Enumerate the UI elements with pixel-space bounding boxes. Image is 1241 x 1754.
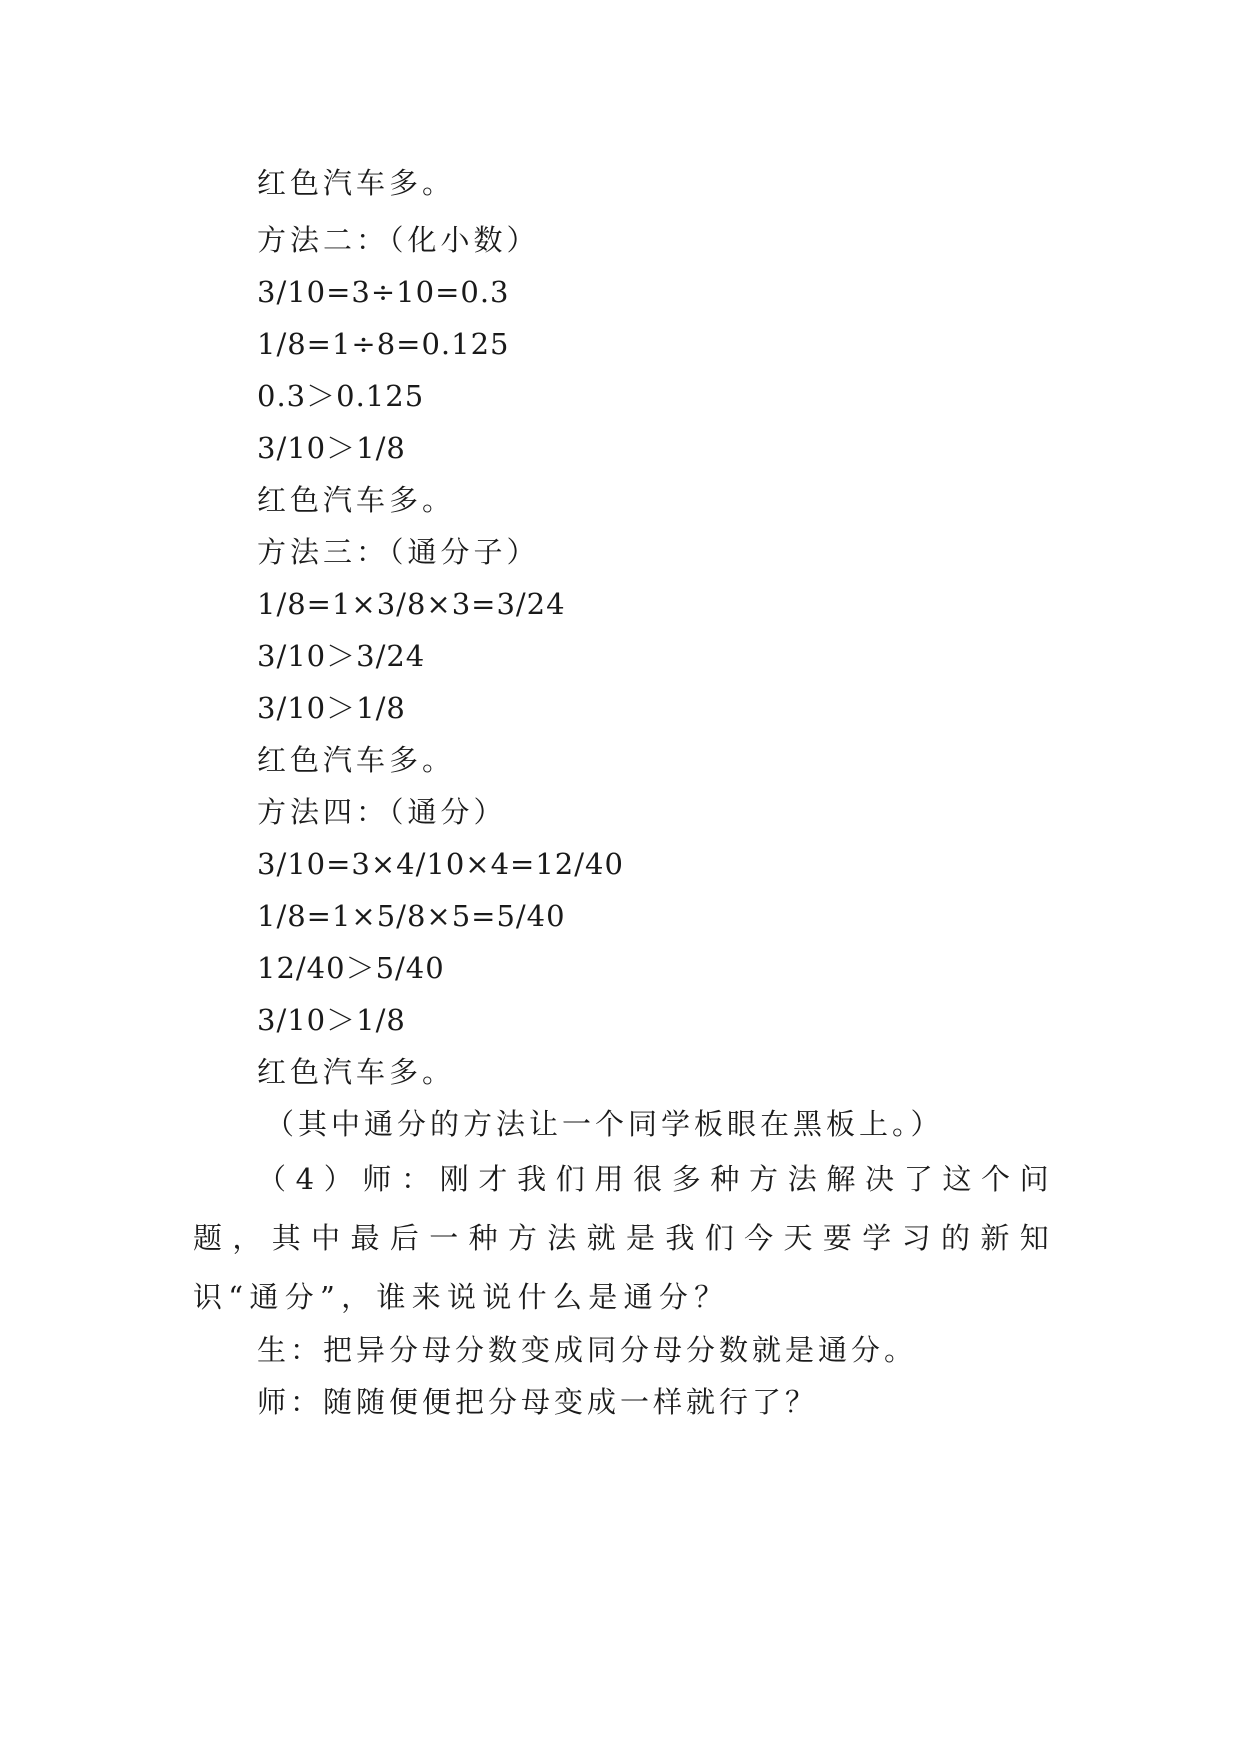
method-3-compare-fractions: 3/10＞1/8 <box>257 691 406 725</box>
method-4-step-1: 3/10=3×4/10×4=12/40 <box>257 847 624 881</box>
teacher-paragraph-4: （4）师：刚才我们用很多种方法解决了这个问题，其中最后一种方法就是我们今天要学习的新知识“通分”，谁来说说什么是通分？ <box>193 1162 1055 1314</box>
conclusion-red-car-more: 红色汽车多。 <box>257 166 456 200</box>
method-2-compare-fractions: 3/10＞1/8 <box>257 431 406 465</box>
method-4-step-2: 1/8=1×5/8×5=5/40 <box>257 899 566 933</box>
method-2-compare-decimals: 0.3＞0.125 <box>257 379 425 413</box>
method-3-compare: 3/10＞3/24 <box>257 639 426 673</box>
method-4-compare: 12/40＞5/40 <box>257 951 445 985</box>
method-2-conclusion: 红色汽车多。 <box>257 483 456 517</box>
method-4-heading: 方法四：（通分） <box>257 795 507 829</box>
method-4-compare-fractions: 3/10＞1/8 <box>257 1003 406 1037</box>
method-4-conclusion: 红色汽车多。 <box>257 1055 456 1089</box>
method-2-step-2: 1/8=1÷8=0.125 <box>257 327 510 361</box>
student-answer: 生：把异分母分数变成同分母分数就是通分。 <box>257 1333 918 1367</box>
method-3-heading: 方法三：（通分子） <box>257 535 540 569</box>
method-2-step-1: 3/10=3÷10=0.3 <box>257 275 510 309</box>
method-3-step-1: 1/8=1×3/8×3=3/24 <box>257 587 566 621</box>
blackboard-note: （其中通分的方法让一个同学板眼在黑板上。） <box>265 1107 944 1141</box>
teacher-question: 师：随随便便把分母变成一样就行了？ <box>257 1385 819 1419</box>
method-2-heading: 方法二：（化小数） <box>257 223 540 257</box>
method-3-conclusion: 红色汽车多。 <box>257 743 456 777</box>
